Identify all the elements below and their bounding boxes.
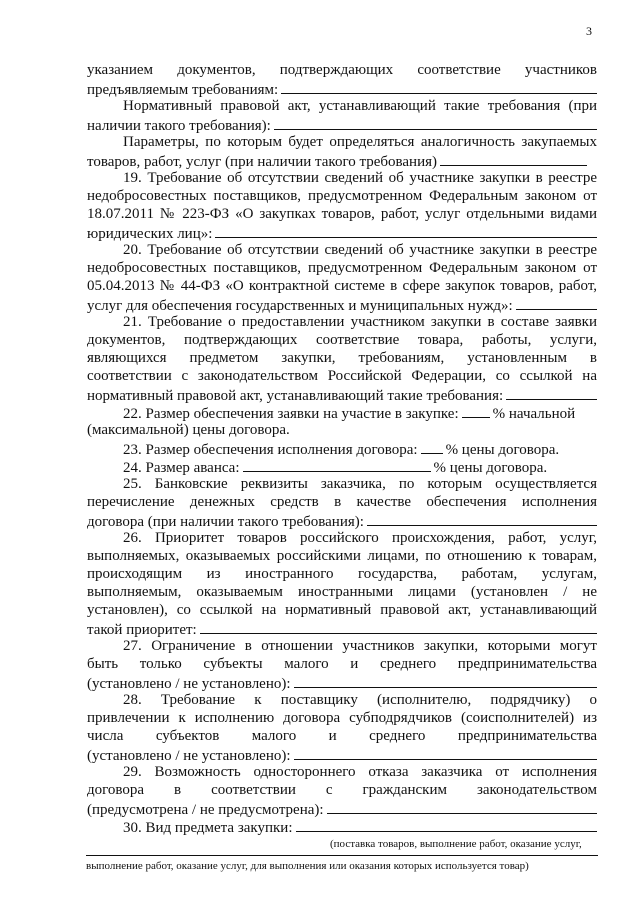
form-line <box>87 620 597 639</box>
text-line: договора (при наличии такого требования): <box>87 514 364 530</box>
form-line <box>87 512 597 531</box>
text-line: (установлено / не установлено): <box>87 748 291 764</box>
text-line: 26. Приоритет товаров российского происхождения, работ, услуг, <box>123 530 597 546</box>
form-line <box>87 746 597 765</box>
text-line: недобросовестных поставщиков, предусмотренном Федеральным законом от <box>87 260 597 276</box>
text-line: предъявляемым требованиям: <box>87 82 279 98</box>
text-line: числа субъектов малого и среднего предпринимательства <box>87 728 597 744</box>
text-line: 30. Вид предмета закупки: <box>123 820 293 836</box>
text-line: Параметры, по которым будет определяться аналогичность закупаемых <box>123 134 597 150</box>
text-line: 24. Размер аванса: <box>123 460 240 476</box>
text-line: товаров, работ, услуг (при наличии такого требования) <box>87 154 437 170</box>
text-line: перечисление денежных средств в качестве обеспечения исполнения <box>87 494 597 510</box>
blank-field[interactable] <box>440 152 587 166</box>
form-line <box>123 458 597 477</box>
form-line <box>123 404 597 423</box>
percent-field[interactable] <box>243 458 431 472</box>
text-line: недобросовестных поставщиков, предусмотренном Федеральным законом от <box>87 188 597 204</box>
text-line: услуг для обеспечения государственных и муниципальных нужд»: <box>87 298 513 314</box>
text-line: 25. Банковские реквизиты заказчика, по которым осуществляется <box>123 476 597 492</box>
text-line: такой приоритет: <box>87 622 197 638</box>
text-line: 22. Размер обеспечения заявки на участие в закупке: <box>123 406 459 422</box>
blank-field[interactable] <box>274 116 597 130</box>
text-line: выполняемым, оказываемым иностранными лицами (установлен / не <box>87 584 597 600</box>
percent-field[interactable] <box>462 404 490 418</box>
text-line: юридических лиц»: <box>87 226 213 242</box>
form-line <box>87 800 597 819</box>
text-line: нормативный правовой акт, устанавливающий такие требования: <box>87 388 504 404</box>
text-line: 20. Требование об отсутствии сведений об участнике закупки в реестре <box>123 242 597 258</box>
text-line: (максимальной) цены договора. <box>87 422 290 438</box>
text-line: выполняемых, оказываемых российскими лицами, по отношению к товарам, <box>87 548 597 564</box>
blank-field[interactable] <box>200 620 597 634</box>
text-line: привлечении к исполнению договора субподрядчиков (соисполнителей) из <box>87 710 597 726</box>
blank-field[interactable] <box>367 512 597 526</box>
text-line: указанием документов, подтверждающих соответствие участников <box>87 62 597 78</box>
page-number: 3 <box>586 24 592 38</box>
form-line <box>123 440 597 459</box>
form-line <box>87 224 597 243</box>
percent-field[interactable] <box>421 440 443 454</box>
text-line: наличии такого требования): <box>87 118 271 134</box>
form-line <box>87 80 597 99</box>
text-line: % начальной <box>492 406 576 422</box>
text-line: документов, подтверждающих соответствие товара, работы, услуги, <box>87 332 597 348</box>
form-line <box>87 152 587 171</box>
form-line <box>87 296 597 315</box>
text-line: 28. Требование к поставщику (исполнителю, подрядчику) о <box>123 692 597 708</box>
text-line: (предусмотрена / не предусмотрена): <box>87 802 324 818</box>
blank-field[interactable] <box>215 224 597 238</box>
form-line <box>87 116 597 135</box>
divider <box>86 855 598 856</box>
text-line: Нормативный правовой акт, устанавливающий такие требования (при <box>123 98 597 114</box>
text-line: быть только субъекты малого и среднего предпринимательства <box>87 656 597 672</box>
text-line: 29. Возможность одностороннего отказа заказчика от исполнения <box>123 764 597 780</box>
text-line: % цены договора. <box>445 442 560 458</box>
form-line <box>123 818 597 837</box>
text-line: 27. Ограничение в отношении участников закупки, которыми могут <box>123 638 597 654</box>
text-line: являющихся предметом закупки, требованиям, установленным в <box>87 350 597 366</box>
blank-field[interactable] <box>294 746 597 760</box>
blank-field[interactable] <box>506 386 597 400</box>
text-line: договора в соответствии с гражданским законодательством <box>87 782 597 798</box>
text-line: 23. Размер обеспечения исполнения договора: <box>123 442 418 458</box>
text-line: 05.04.2013 № 44-ФЗ «О контрактной системе в сфере закупок товаров, работ, <box>87 278 597 294</box>
text-line: соответствии с законодательством Российской Федерации, со ссылкой на <box>87 368 597 384</box>
form-line <box>87 674 597 693</box>
text-line: происходящим из иностранного государства, работам, услугам, <box>87 566 597 582</box>
blank-field[interactable] <box>281 80 597 94</box>
text-line: 18.07.2011 № 223-ФЗ «О закупках товаров, работ, услуг отдельными видами <box>87 206 597 222</box>
blank-field[interactable] <box>296 818 598 832</box>
blank-field[interactable] <box>294 674 597 688</box>
footnote-line: (поставка товаров, выполнение работ, оказание услуг, <box>330 838 582 850</box>
blank-field[interactable] <box>327 800 597 814</box>
form-line <box>87 386 597 405</box>
text-line: (установлено / не установлено): <box>87 676 291 692</box>
footnote-line: выполнение работ, оказание услуг, для выполнения или оказания которых используется товар) <box>86 860 529 872</box>
text-line: установлен), со ссылкой на нормативный правовой акт, устанавливающий <box>87 602 597 618</box>
text-line: % цены договора. <box>433 460 548 476</box>
text-line: 21. Требование о предоставлении участником закупки в составе заявки <box>123 314 597 330</box>
text-line: 19. Требование об отсутствии сведений об участнике закупки в реестре <box>123 170 597 186</box>
blank-field[interactable] <box>516 296 597 310</box>
